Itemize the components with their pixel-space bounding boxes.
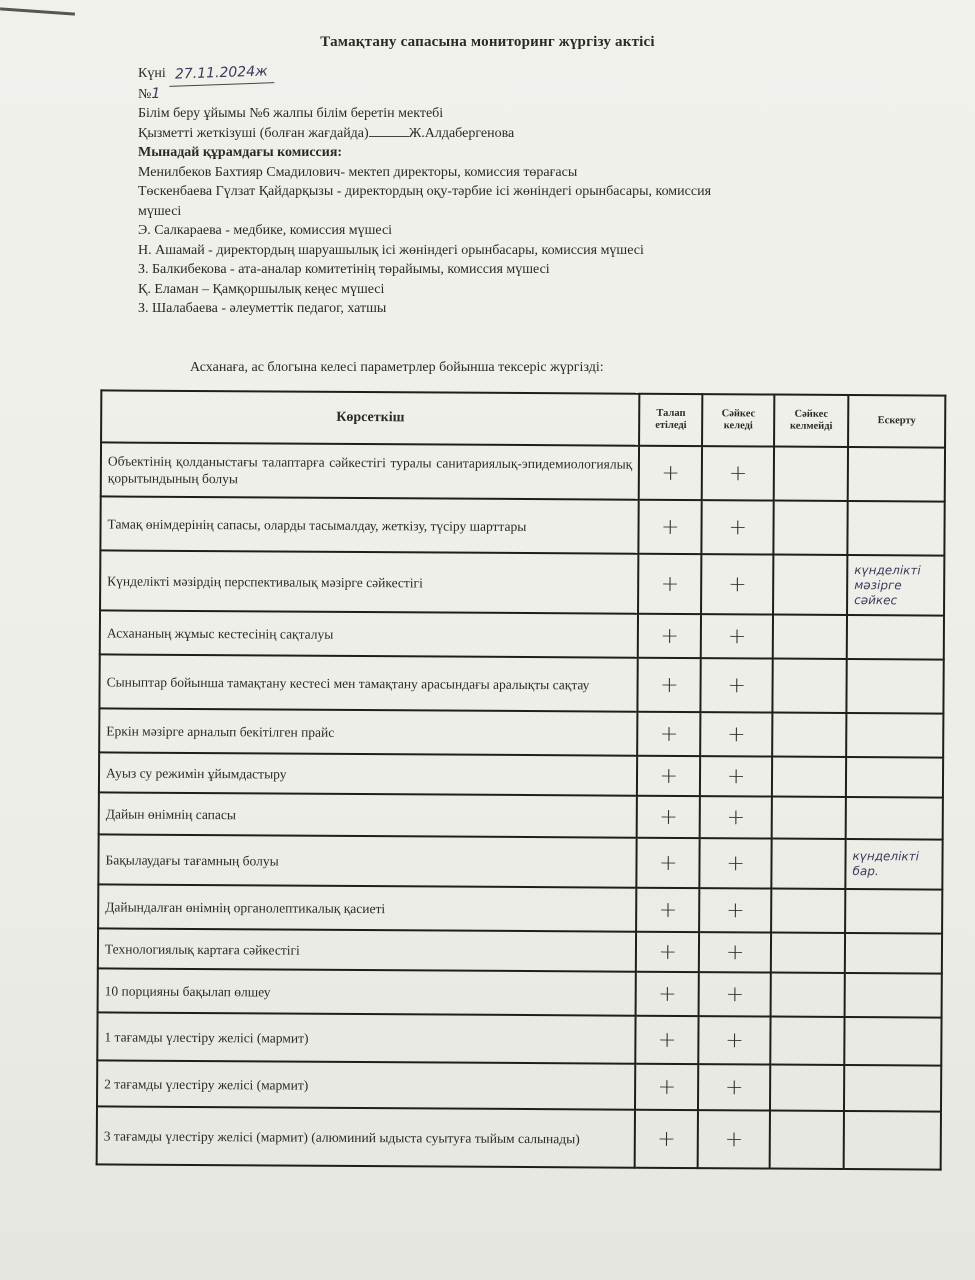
compliant-mark: + [701,658,773,712]
indicator-cell: 2 тағамды үлестіру желісі (мармит) [97,1060,636,1109]
date-line [138,64,928,85]
required-mark: + [639,500,702,554]
required-mark: + [635,1064,698,1110]
header-required: Талап етіледі [639,394,702,446]
compliant-mark: + [698,1064,770,1110]
table-row [99,654,943,713]
required-mark: + [637,838,700,888]
table-row [99,752,943,797]
header-indicator: Көрсеткіш [101,390,640,445]
table-row [97,1060,941,1111]
note-cell: күнделікті бар. [845,839,942,890]
header-compliant: Сәйкес келеді [702,394,774,446]
table-row [97,1012,941,1065]
required-mark: + [637,756,700,796]
compliant-mark: + [702,500,774,554]
table-row [98,968,942,1017]
noncompliant-mark [772,757,846,797]
intro-text: Асханаға, ас блогына келесі параметрлер бойынша тексеріс жүргізді: [190,360,604,375]
required-mark: + [635,1110,698,1168]
note-cell [846,757,943,798]
note-cell [845,933,942,974]
member-line: Менилбеков Бахтияр Смадилович- мектеп директоры, комиссия төрағасы [138,164,578,180]
supplier-name: Ж.Алдабергенова [408,125,515,141]
indicator-cell: Тамақ өнімдерінің сапасы, оларды тасымалдау, жеткізу, түсіру шарттары [100,496,639,553]
table-row [98,928,942,973]
number-line [138,85,928,105]
supplier-label: Қызметті жеткізуші (болған жағдайда) [138,125,369,141]
noncompliant-mark [773,501,847,555]
indicator-cell: Объектінің қолданыстағы талаптарға сәйкестігі туралы санитариялық-эпидемиологиялық қорытындының болуы [101,442,640,499]
required-mark: + [636,932,699,972]
required-mark: + [636,972,699,1016]
inspection-table [96,389,947,1170]
indicator-cell: Сыныптар бойынша тамақтану кестесі мен тамақтану арасындағы аралықты сақтау [99,654,638,711]
noncompliant-mark [773,659,847,713]
table-row [97,1106,941,1169]
commission-heading: Мынадай құрамдағы комиссия: [138,145,343,160]
indicator-cell: Асхананың жұмыс кестесінің сақталуы [100,610,639,657]
noncompliant-mark [773,615,847,659]
note-cell [848,447,945,502]
compliant-mark: + [698,1110,770,1168]
note-cell [844,1065,941,1112]
table-row [98,834,942,889]
note-cell [846,659,943,714]
note-cell: күнделікті мәзірге сәйкес [847,555,944,616]
note-cell [845,973,942,1018]
noncompliant-mark [770,1111,844,1169]
noncompliant-mark [770,1017,844,1065]
table-row [101,442,945,501]
corner-mark [0,7,75,15]
header-block [138,64,928,319]
document-title: Тамақтану сапасына мониторинг жүргізу актісі [320,34,655,50]
required-mark: + [638,658,701,712]
note-cell [844,1111,941,1170]
indicator-cell: 3 тағамды үлестіру желісі (мармит) (алюминий ыдыста суытуға тыйым салынады) [97,1106,636,1167]
required-mark: + [639,446,702,500]
table-row [100,496,944,555]
table-row [98,884,942,933]
indicator-cell: Күнделікті мәзірдің перспективалық мәзірге сәйкестігі [100,550,639,613]
noncompliant-mark [771,933,845,973]
organization-line: Білім беру ұйымы №6 жалпы білім беретін мектебі [138,106,444,121]
compliant-mark: + [698,1016,770,1064]
note-cell [844,1017,941,1066]
date-label: Күні [138,66,166,81]
compliant-mark: + [702,446,774,500]
noncompliant-mark [772,797,846,839]
noncompliant-mark [771,839,845,889]
required-mark: + [637,796,700,838]
noncompliant-mark [771,973,845,1017]
table-header-row [101,390,945,447]
member-line: мүшесі [138,203,182,219]
required-mark: + [636,888,699,932]
indicator-cell: Ауыз су режимін ұйымдастыру [99,752,638,795]
compliant-mark: + [700,756,772,796]
table-row [100,610,944,659]
compliant-mark: + [700,796,772,838]
table-row [99,792,943,839]
note-cell [846,713,943,758]
table-row [100,550,944,615]
compliant-mark: + [701,614,773,658]
required-mark: + [637,712,700,756]
required-mark: + [636,1016,699,1064]
header-noncompliant: Сәйкес келмейді [774,395,848,447]
required-mark: + [638,554,701,614]
member-line: Қ. Еламан – Қамқоршылық кеңес мүшесі [138,281,385,297]
note-cell [847,615,944,660]
member-line: Э. Салкараева - медбике, комиссия мүшесі [138,223,393,238]
indicator-cell: Бақылаудағы тағамның болуы [98,834,637,887]
compliant-mark: + [699,888,771,932]
member-line: Төскенбаева Гүлзат Қайдарқызы - директордың оқу-тәрбие ісі жөніндегі орынбасары, комиссия [138,184,712,199]
noncompliant-mark [774,447,848,501]
indicator-cell: Технологиялық картаға сәйкестігі [98,928,637,971]
noncompliant-mark [771,889,845,933]
compliant-mark: + [699,972,771,1016]
compliant-mark: + [699,932,771,972]
compliant-mark: + [700,712,772,756]
noncompliant-mark [773,555,847,615]
indicator-cell: Дайын өнімнің сапасы [99,792,638,837]
compliant-mark: + [700,838,772,888]
compliant-mark: + [701,554,773,614]
header-note: Ескерту [848,395,945,448]
member-line: З. Балкибекова - ата-аналар комитетінің төрайымы, комиссия мүшесі [138,262,550,277]
noncompliant-mark [770,1065,844,1111]
note-cell [846,797,943,840]
noncompliant-mark [772,713,846,757]
indicator-cell: Еркін мәзірге арналып бекітілген прайс [99,708,638,755]
indicator-cell: 1 тағамды үлестіру желісі (мармит) [97,1012,636,1063]
note-cell [845,889,942,934]
indicator-cell: 10 порцияны бақылап өлшеу [98,968,637,1015]
supplier-underline [369,124,409,137]
number-handwritten: 1 [151,85,161,102]
table-row [99,708,943,757]
indicator-cell: Дайындалған өнімнің органолептикалық қасиеті [98,884,637,931]
required-mark: + [638,614,701,658]
note-cell [847,501,944,556]
member-line: Н. Ашамай - директордың шаруашылық ісі жөніндегі орынбасары, комиссия мүшесі [138,242,644,258]
supplier-line [138,124,928,144]
date-handwritten: 27.11.2024ж [169,62,274,86]
member-line: З. Шалабаева - әлеуметтік педагог, хатшы [138,301,387,316]
number-label: № [138,86,152,102]
